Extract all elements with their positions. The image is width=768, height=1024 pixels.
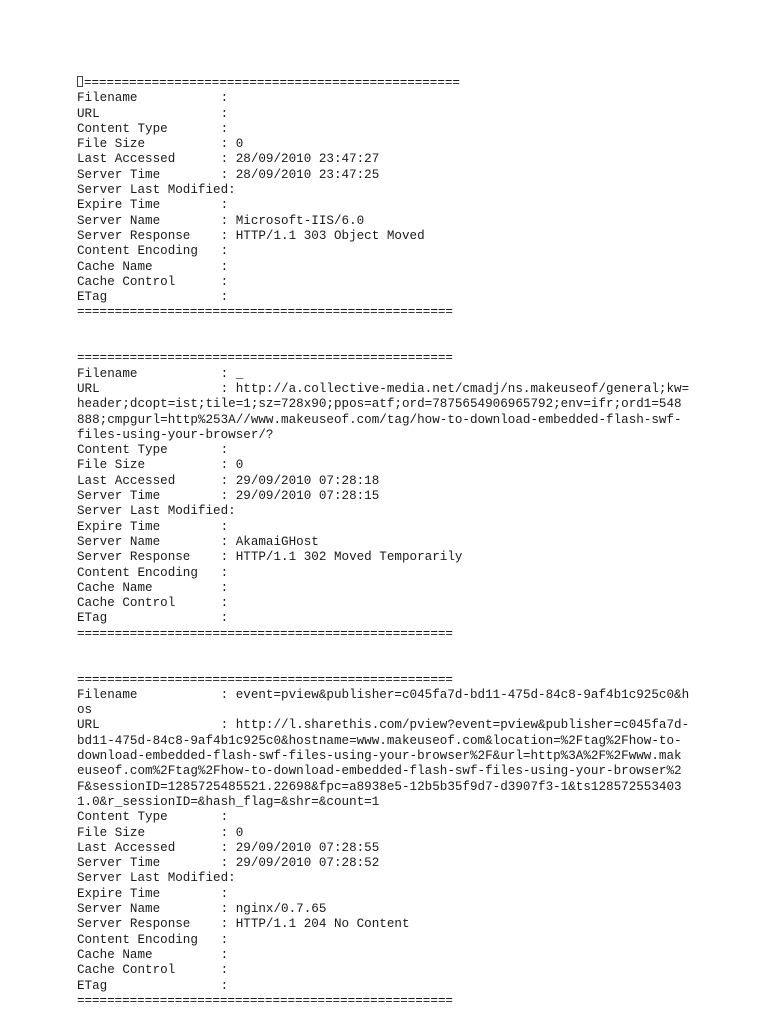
field-filename: Filename : event=pview&publisher=c045fa7d-bd11-475d-84c8-9af4b1c925c0&h: [77, 687, 690, 702]
field-content-encoding: Content Encoding :: [77, 932, 236, 947]
field-server-response: Server Response : HTTP/1.1 204 No Content: [77, 917, 410, 932]
separator-text: ==================================================: [84, 76, 460, 90]
field-url: URL :: [77, 106, 236, 121]
record-2: [77, 351, 697, 642]
document-page: [77, 76, 697, 1009]
field-expire-time: Expire Time :: [77, 519, 236, 534]
field-content-type: Content Type :: [77, 810, 236, 825]
separator-top: ==================================================: [77, 351, 453, 366]
field-url: URL : http://l.sharethis.com/pview?event=pview&publisher=c045fa7d-: [77, 718, 690, 733]
field-cache-name: Cache Name :: [77, 947, 236, 962]
field-filename: Filename :: [77, 91, 236, 106]
field-expire-time: Expire Time :: [77, 886, 236, 901]
separator-top: [77, 76, 697, 91]
field-server-response: Server Response : HTTP/1.1 302 Moved Temporarily: [77, 550, 463, 565]
field-content-type: Content Type :: [77, 443, 236, 458]
field-url-continued: F&sessionID=1285725485521.22698&fpc=a8938e5-12b5b35f9d7-d3907f3-1&ts128572553403: [77, 779, 682, 794]
field-cache-control: Cache Control :: [77, 963, 236, 978]
field-server-time: Server Time : 29/09/2010 07:28:52: [77, 856, 380, 871]
record-1: [77, 76, 697, 321]
field-url-continued: 888;cmpgurl=http%253A//www.makeuseof.com/tag/how-to-download-embedded-flash-swf-: [77, 412, 682, 427]
field-content-encoding: Content Encoding :: [77, 565, 236, 580]
field-filename-continued: os: [77, 703, 93, 718]
separator-top: ==================================================: [77, 672, 453, 687]
field-server-last-modified: Server Last Modified:: [77, 183, 244, 198]
field-server-name: Server Name : Microsoft-IIS/6.0: [77, 213, 365, 228]
field-server-last-modified: Server Last Modified:: [77, 871, 244, 886]
field-url-continued: bd11-475d-84c8-9af4b1c925c0&hostname=www.makeuseof.com&location=%2Ftag%2Fhow-to-: [77, 733, 682, 748]
field-server-name: Server Name : AkamaiGHost: [77, 534, 319, 549]
field-url: URL : http://a.collective-media.net/cmadj/ns.makeuseof/general;kw=: [77, 381, 690, 396]
field-server-name: Server Name : nginx/0.7.65: [77, 902, 327, 917]
field-server-time: Server Time : 29/09/2010 07:28:15: [77, 489, 380, 504]
record-3: [77, 673, 697, 1010]
field-server-response: Server Response : HTTP/1.1 303 Object Moved: [77, 228, 425, 243]
field-server-time: Server Time : 28/09/2010 23:47:25: [77, 167, 380, 182]
field-cache-name: Cache Name :: [77, 580, 236, 595]
field-last-accessed: Last Accessed : 28/09/2010 23:47:27: [77, 152, 380, 167]
field-cache-control: Cache Control :: [77, 596, 236, 611]
field-content-encoding: Content Encoding :: [77, 244, 236, 259]
field-url-continued: files-using-your-browser/?: [77, 427, 274, 442]
field-file-size: File Size : 0: [77, 825, 244, 840]
separator-bottom: ==================================================: [77, 305, 453, 320]
field-url-continued: header;dcopt=ist;tile=1;sz=728x90;ppos=atf;ord=7875654906965792;env=ifr;ord1=548: [77, 397, 682, 412]
field-cache-control: Cache Control :: [77, 274, 236, 289]
field-server-last-modified: Server Last Modified:: [77, 504, 244, 519]
field-url-continued: 1.0&r_sessionID=&hash_flag=&shr=&count=1: [77, 794, 380, 809]
field-last-accessed: Last Accessed : 29/09/2010 07:28:18: [77, 473, 380, 488]
field-url-continued: euseof.com%2Ftag%2Fhow-to-download-embedded-flash-swf-files-using-your-browser%2: [77, 764, 682, 779]
separator-bottom: ==================================================: [77, 626, 453, 641]
field-etag: ETag :: [77, 611, 236, 626]
separator-bottom: ==================================================: [77, 993, 453, 1008]
field-etag: ETag :: [77, 290, 236, 305]
field-cache-name: Cache Name :: [77, 259, 236, 274]
field-file-size: File Size : 0: [77, 137, 244, 152]
field-last-accessed: Last Accessed : 29/09/2010 07:28:55: [77, 840, 380, 855]
field-expire-time: Expire Time :: [77, 198, 236, 213]
field-etag: ETag :: [77, 978, 236, 993]
missing-glyph-box-icon: [77, 76, 83, 87]
field-content-type: Content Type :: [77, 121, 236, 136]
field-filename: Filename : _: [77, 366, 244, 381]
field-url-continued: download-embedded-flash-swf-files-using-your-browser%2F&url=http%3A%2F%2Fwww.mak: [77, 749, 682, 764]
field-file-size: File Size : 0: [77, 458, 244, 473]
